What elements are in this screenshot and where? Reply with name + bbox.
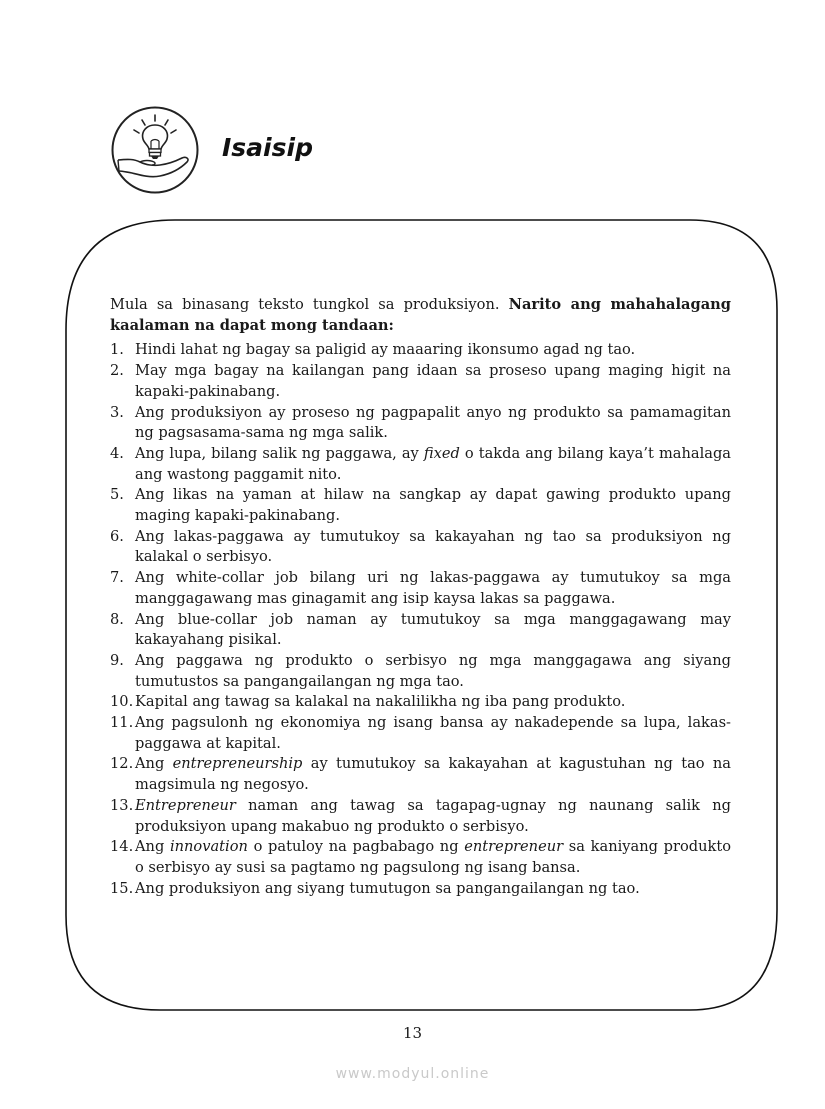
list-item-text: sa kaniyang produkto o serbisyo ay susi sa pagtamo ng pagsulong ng isang bansa. [135, 838, 731, 876]
intro-text: Mula sa binasang teksto tungkol sa produksiyon. [110, 296, 509, 313]
list-item-text: naman ang tawag sa tagapag-ugnay ng naunang salik ng produksiyon upang makabuo ng produkto o serbisyo. [135, 796, 731, 835]
list-item [110, 485, 731, 526]
list-item [110, 527, 731, 568]
list-item-text: Ang lakas-paggawa ay tumutukoy sa kakayahan ng tao sa produksiyon ng kalakal o serbisyo. [135, 527, 731, 566]
list-item [110, 651, 731, 692]
list-item-number: 2. [110, 362, 124, 380]
list-item-text: ay tumutukoy sa kakayahan at kagustuhan ng tao na magsimula ng negosyo. [135, 755, 731, 794]
list-item-text: Kapital ang tawag sa kalakal na nakalilikha ng iba pang produkto. [135, 693, 626, 711]
list-item-text: Hindi lahat ng bagay sa paligid ay maaaring ikonsumo agad ng tao. [135, 341, 636, 359]
list-item-text: Ang produksiyon ang siyang tumutugon sa pangangailangan ng tao. [135, 879, 640, 897]
list-item [110, 340, 731, 361]
list-item-text: Ang [135, 838, 170, 856]
list-item [110, 403, 731, 444]
emphasis-term: entrepreneur [464, 838, 564, 856]
list-item-text: Ang likas na yaman at hilaw na sangkap ay dapat gawing produkto upang maging kapaki-pakinabang. [135, 486, 731, 525]
list-item-text: Ang paggawa ng produkto o serbisyo ng mga manggagawa ang siyang tumutustos sa pangangailangan ng mga tao. [135, 651, 731, 690]
list-item [110, 568, 731, 609]
list-item-number: 11. [110, 714, 134, 732]
section-title: Isaisip [222, 133, 313, 162]
list-item-number: 1. [110, 341, 124, 359]
list-item-text: Ang produksiyon ay proseso ng pagpapalit anyo ng produkto sa pamamagitan ng pagsasama-sama ng mga salik. [135, 403, 731, 442]
list-item [110, 610, 731, 651]
list-item-text: May mga bagay na kailangan pang idaan sa proseso upang maging higit na kapaki-pakinabang. [135, 362, 731, 400]
list-item-number: 13. [110, 796, 134, 814]
list-item-number: 14. [110, 838, 134, 856]
list-item-number: 4. [110, 444, 124, 462]
list-item-text: Ang lupa, bilang salik ng paggawa, ay [135, 444, 424, 462]
list-item-number: 10. [110, 693, 134, 711]
list-item-number: 7. [110, 569, 124, 587]
page-number: 13 [402, 1024, 423, 1042]
list-item-text: Ang white-collar job bilang uri ng lakas-paggawa ay tumutukoy sa mga manggagawang mas ginagamit ang isip kaysa lakas sa paggawa. [135, 569, 731, 607]
list-item [110, 879, 731, 900]
list-item-text: o patuloy na pagbabago ng [247, 838, 465, 856]
list-item [110, 796, 731, 837]
emphasis-term: Entrepreneur [135, 796, 236, 814]
list-item [110, 361, 731, 402]
key-points-list [110, 340, 731, 899]
list-item-number: 12. [110, 755, 134, 773]
list-item-number: 3. [110, 403, 124, 421]
list-item-number: 9. [110, 651, 124, 669]
content-area [110, 295, 731, 899]
list-item [110, 837, 731, 878]
list-item-number: 8. [110, 610, 124, 628]
list-item [110, 692, 731, 713]
list-item-text: Ang [135, 755, 173, 773]
list-item-number: 6. [110, 527, 124, 545]
list-item-number: 5. [110, 486, 124, 504]
emphasis-term: innovation [169, 838, 248, 856]
list-item [110, 754, 731, 795]
list-item-number: 15. [110, 879, 134, 897]
intro-paragraph [110, 295, 731, 336]
watermark: www.modyul.online [335, 1066, 490, 1082]
list-item-text: Ang blue-collar job naman ay tumutukoy sa mga manggagawang may kakayahang pisikal. [135, 610, 731, 649]
list-item [110, 713, 731, 754]
emphasis-term: entrepreneurship [172, 755, 303, 773]
list-item [110, 444, 731, 485]
emphasis-term: fixed [423, 444, 460, 462]
intro-bold: Narito ang mahahalagang kaalaman na dapat mong tandaan: [110, 296, 731, 334]
lightbulb-hand-icon [110, 105, 200, 195]
list-item-text: Ang pagsulonh ng ekonomiya ng isang bansa ay nakadepende sa lupa, lakas-paggawa at kapital. [135, 714, 731, 752]
list-item-text: o takda ang bilang kaya’t mahalaga ang wastong paggamit nito. [135, 444, 731, 483]
